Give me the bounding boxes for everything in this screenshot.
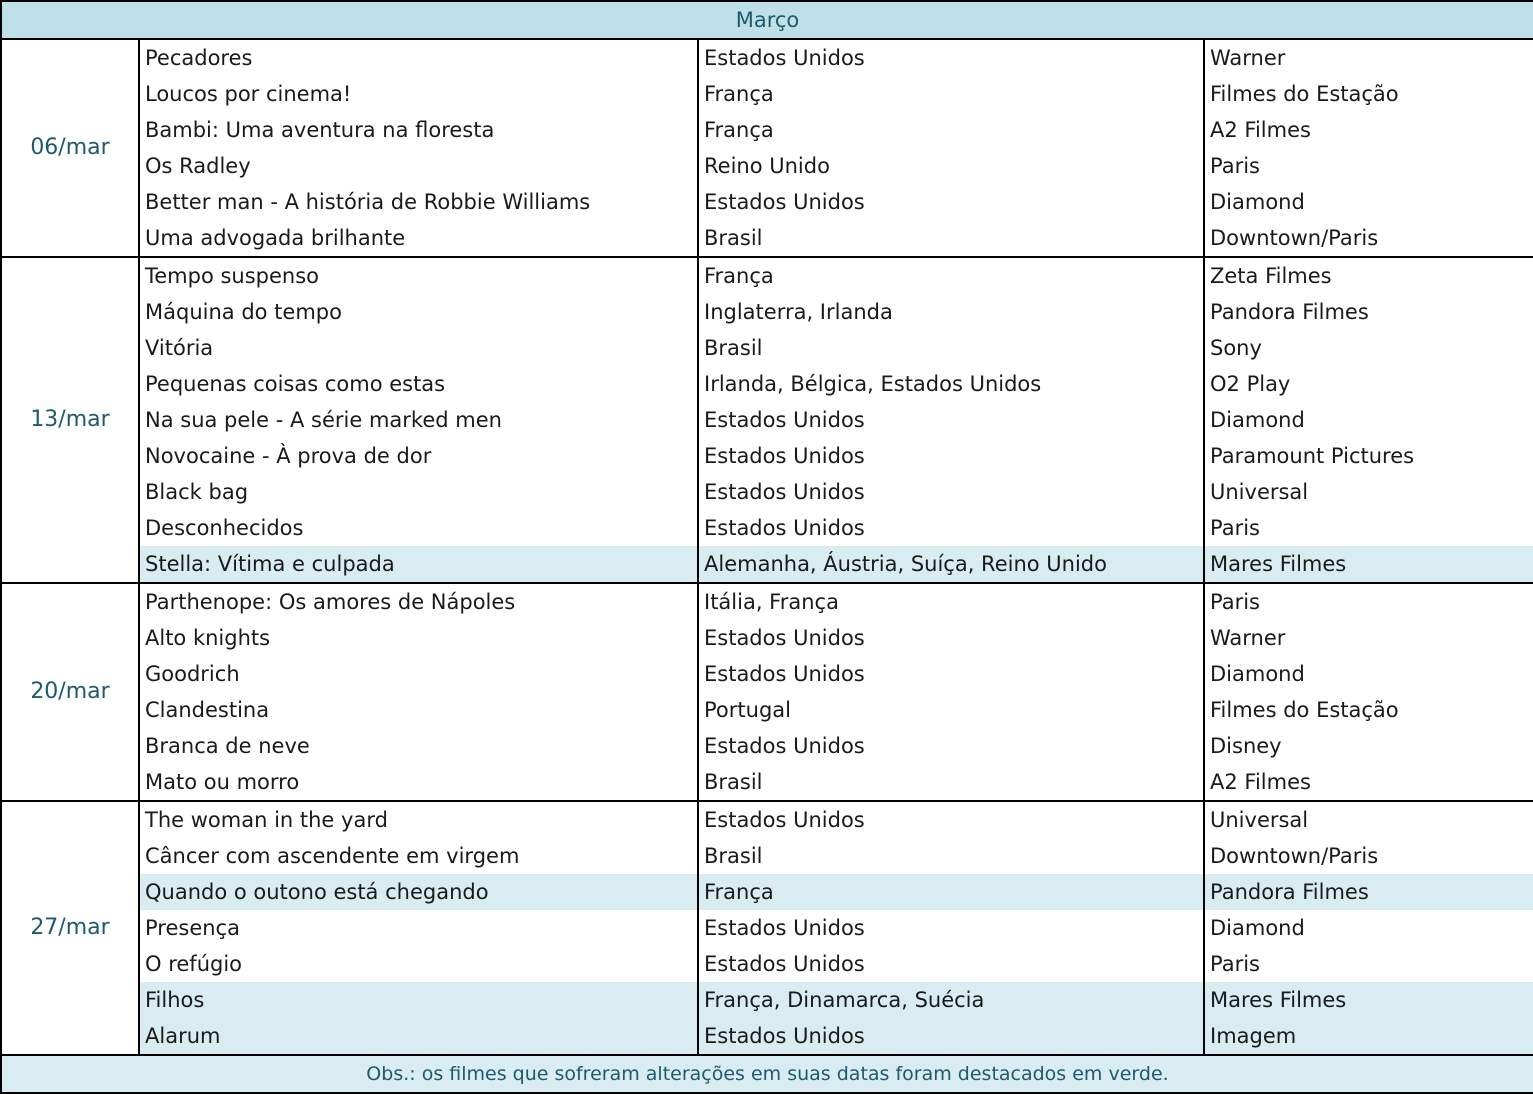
- film-title: Vitória: [139, 330, 698, 366]
- film-distributor: A2 Filmes: [1204, 112, 1533, 148]
- film-title: Os Radley: [139, 148, 698, 184]
- film-distributor: Disney: [1204, 728, 1533, 764]
- film-row: [1, 366, 1533, 402]
- film-country: Estados Unidos: [698, 656, 1204, 692]
- film-country: França: [698, 76, 1204, 112]
- film-distributor: Mares Filmes: [1204, 982, 1533, 1018]
- film-title: Bambi: Uma aventura na floresta: [139, 112, 698, 148]
- film-country: Estados Unidos: [698, 474, 1204, 510]
- film-title: The woman in the yard: [139, 801, 698, 838]
- film-country: Estados Unidos: [698, 510, 1204, 546]
- film-row: [1, 583, 1533, 620]
- film-distributor: A2 Filmes: [1204, 764, 1533, 801]
- film-distributor: O2 Play: [1204, 366, 1533, 402]
- film-distributor: Filmes do Estação: [1204, 692, 1533, 728]
- film-country: França: [698, 257, 1204, 294]
- film-country: Estados Unidos: [698, 1018, 1204, 1055]
- film-title: Mato ou morro: [139, 764, 698, 801]
- film-row: [1, 257, 1533, 294]
- film-country: Estados Unidos: [698, 910, 1204, 946]
- film-distributor: Diamond: [1204, 910, 1533, 946]
- film-row: [1, 39, 1533, 76]
- film-country: Irlanda, Bélgica, Estados Unidos: [698, 366, 1204, 402]
- film-country: Itália, França: [698, 583, 1204, 620]
- film-row: [1, 438, 1533, 474]
- film-title: Alto knights: [139, 620, 698, 656]
- film-distributor: Downtown/Paris: [1204, 220, 1533, 257]
- film-title: Pequenas coisas como estas: [139, 366, 698, 402]
- film-distributor: Universal: [1204, 801, 1533, 838]
- film-country: Portugal: [698, 692, 1204, 728]
- film-country: Reino Unido: [698, 148, 1204, 184]
- film-row: [1, 148, 1533, 184]
- film-row: [1, 946, 1533, 982]
- film-distributor: Zeta Filmes: [1204, 257, 1533, 294]
- film-row: [1, 656, 1533, 692]
- film-distributor: Paris: [1204, 510, 1533, 546]
- film-row: [1, 220, 1533, 257]
- film-title: Goodrich: [139, 656, 698, 692]
- film-distributor: Universal: [1204, 474, 1533, 510]
- film-row: [1, 330, 1533, 366]
- film-title: Better man - A história de Robbie Williams: [139, 184, 698, 220]
- film-country: França: [698, 874, 1204, 910]
- film-row: [1, 1018, 1533, 1055]
- film-country: Estados Unidos: [698, 801, 1204, 838]
- film-row: [1, 874, 1533, 910]
- film-row: [1, 620, 1533, 656]
- film-row: [1, 474, 1533, 510]
- week-date: 06/mar: [1, 39, 139, 257]
- schedule-body: [1, 39, 1533, 1055]
- film-row: [1, 982, 1533, 1018]
- film-row: [1, 402, 1533, 438]
- film-country: França: [698, 112, 1204, 148]
- film-distributor: Paris: [1204, 583, 1533, 620]
- film-distributor: Imagem: [1204, 1018, 1533, 1055]
- film-distributor: Filmes do Estação: [1204, 76, 1533, 112]
- film-country: Estados Unidos: [698, 620, 1204, 656]
- film-title: Pecadores: [139, 39, 698, 76]
- film-distributor: Pandora Filmes: [1204, 294, 1533, 330]
- film-title: Black bag: [139, 474, 698, 510]
- film-row: [1, 728, 1533, 764]
- film-row: [1, 76, 1533, 112]
- film-distributor: Mares Filmes: [1204, 546, 1533, 583]
- note-row: [1, 1055, 1533, 1093]
- film-row: [1, 838, 1533, 874]
- film-distributor: Warner: [1204, 39, 1533, 76]
- film-distributor: Diamond: [1204, 656, 1533, 692]
- film-distributor: Downtown/Paris: [1204, 838, 1533, 874]
- film-row: [1, 184, 1533, 220]
- film-title: Clandestina: [139, 692, 698, 728]
- film-country: Brasil: [698, 220, 1204, 257]
- film-row: [1, 546, 1533, 583]
- film-country: Brasil: [698, 330, 1204, 366]
- film-row: [1, 692, 1533, 728]
- film-title: Quando o outono está chegando: [139, 874, 698, 910]
- film-title: Na sua pele - A série marked men: [139, 402, 698, 438]
- film-row: [1, 112, 1533, 148]
- film-country: Brasil: [698, 764, 1204, 801]
- film-distributor: Sony: [1204, 330, 1533, 366]
- title-row: [1, 1, 1533, 39]
- film-title: Loucos por cinema!: [139, 76, 698, 112]
- film-country: Estados Unidos: [698, 39, 1204, 76]
- film-distributor: Paris: [1204, 946, 1533, 982]
- film-distributor: Pandora Filmes: [1204, 874, 1533, 910]
- film-title: Desconhecidos: [139, 510, 698, 546]
- film-country: Estados Unidos: [698, 438, 1204, 474]
- week-date: 13/mar: [1, 257, 139, 583]
- film-country: França, Dinamarca, Suécia: [698, 982, 1204, 1018]
- film-country: Estados Unidos: [698, 946, 1204, 982]
- footnote: Obs.: os filmes que sofreram alterações em suas datas foram destacados em verde.: [1, 1055, 1533, 1093]
- film-distributor: Paris: [1204, 148, 1533, 184]
- week-date: 20/mar: [1, 583, 139, 801]
- film-title: Tempo suspenso: [139, 257, 698, 294]
- week-date: 27/mar: [1, 801, 139, 1055]
- film-title: Alarum: [139, 1018, 698, 1055]
- film-distributor: Paramount Pictures: [1204, 438, 1533, 474]
- film-row: [1, 801, 1533, 838]
- film-title: Câncer com ascendente em virgem: [139, 838, 698, 874]
- month-title: Março: [1, 1, 1533, 39]
- film-country: Estados Unidos: [698, 184, 1204, 220]
- film-row: [1, 294, 1533, 330]
- film-title: Uma advogada brilhante: [139, 220, 698, 257]
- film-row: [1, 764, 1533, 801]
- film-country: Estados Unidos: [698, 402, 1204, 438]
- film-country: Alemanha, Áustria, Suíça, Reino Unido: [698, 546, 1204, 583]
- film-title: Stella: Vítima e culpada: [139, 546, 698, 583]
- film-title: Branca de neve: [139, 728, 698, 764]
- film-title: O refúgio: [139, 946, 698, 982]
- film-country: Brasil: [698, 838, 1204, 874]
- film-title: Máquina do tempo: [139, 294, 698, 330]
- film-title: Presença: [139, 910, 698, 946]
- film-distributor: Diamond: [1204, 402, 1533, 438]
- film-title: Novocaine - À prova de dor: [139, 438, 698, 474]
- film-title: Filhos: [139, 982, 698, 1018]
- film-country: Estados Unidos: [698, 728, 1204, 764]
- film-distributor: Warner: [1204, 620, 1533, 656]
- film-title: Parthenope: Os amores de Nápoles: [139, 583, 698, 620]
- film-country: Inglaterra, Irlanda: [698, 294, 1204, 330]
- film-distributor: Diamond: [1204, 184, 1533, 220]
- film-row: [1, 510, 1533, 546]
- film-row: [1, 910, 1533, 946]
